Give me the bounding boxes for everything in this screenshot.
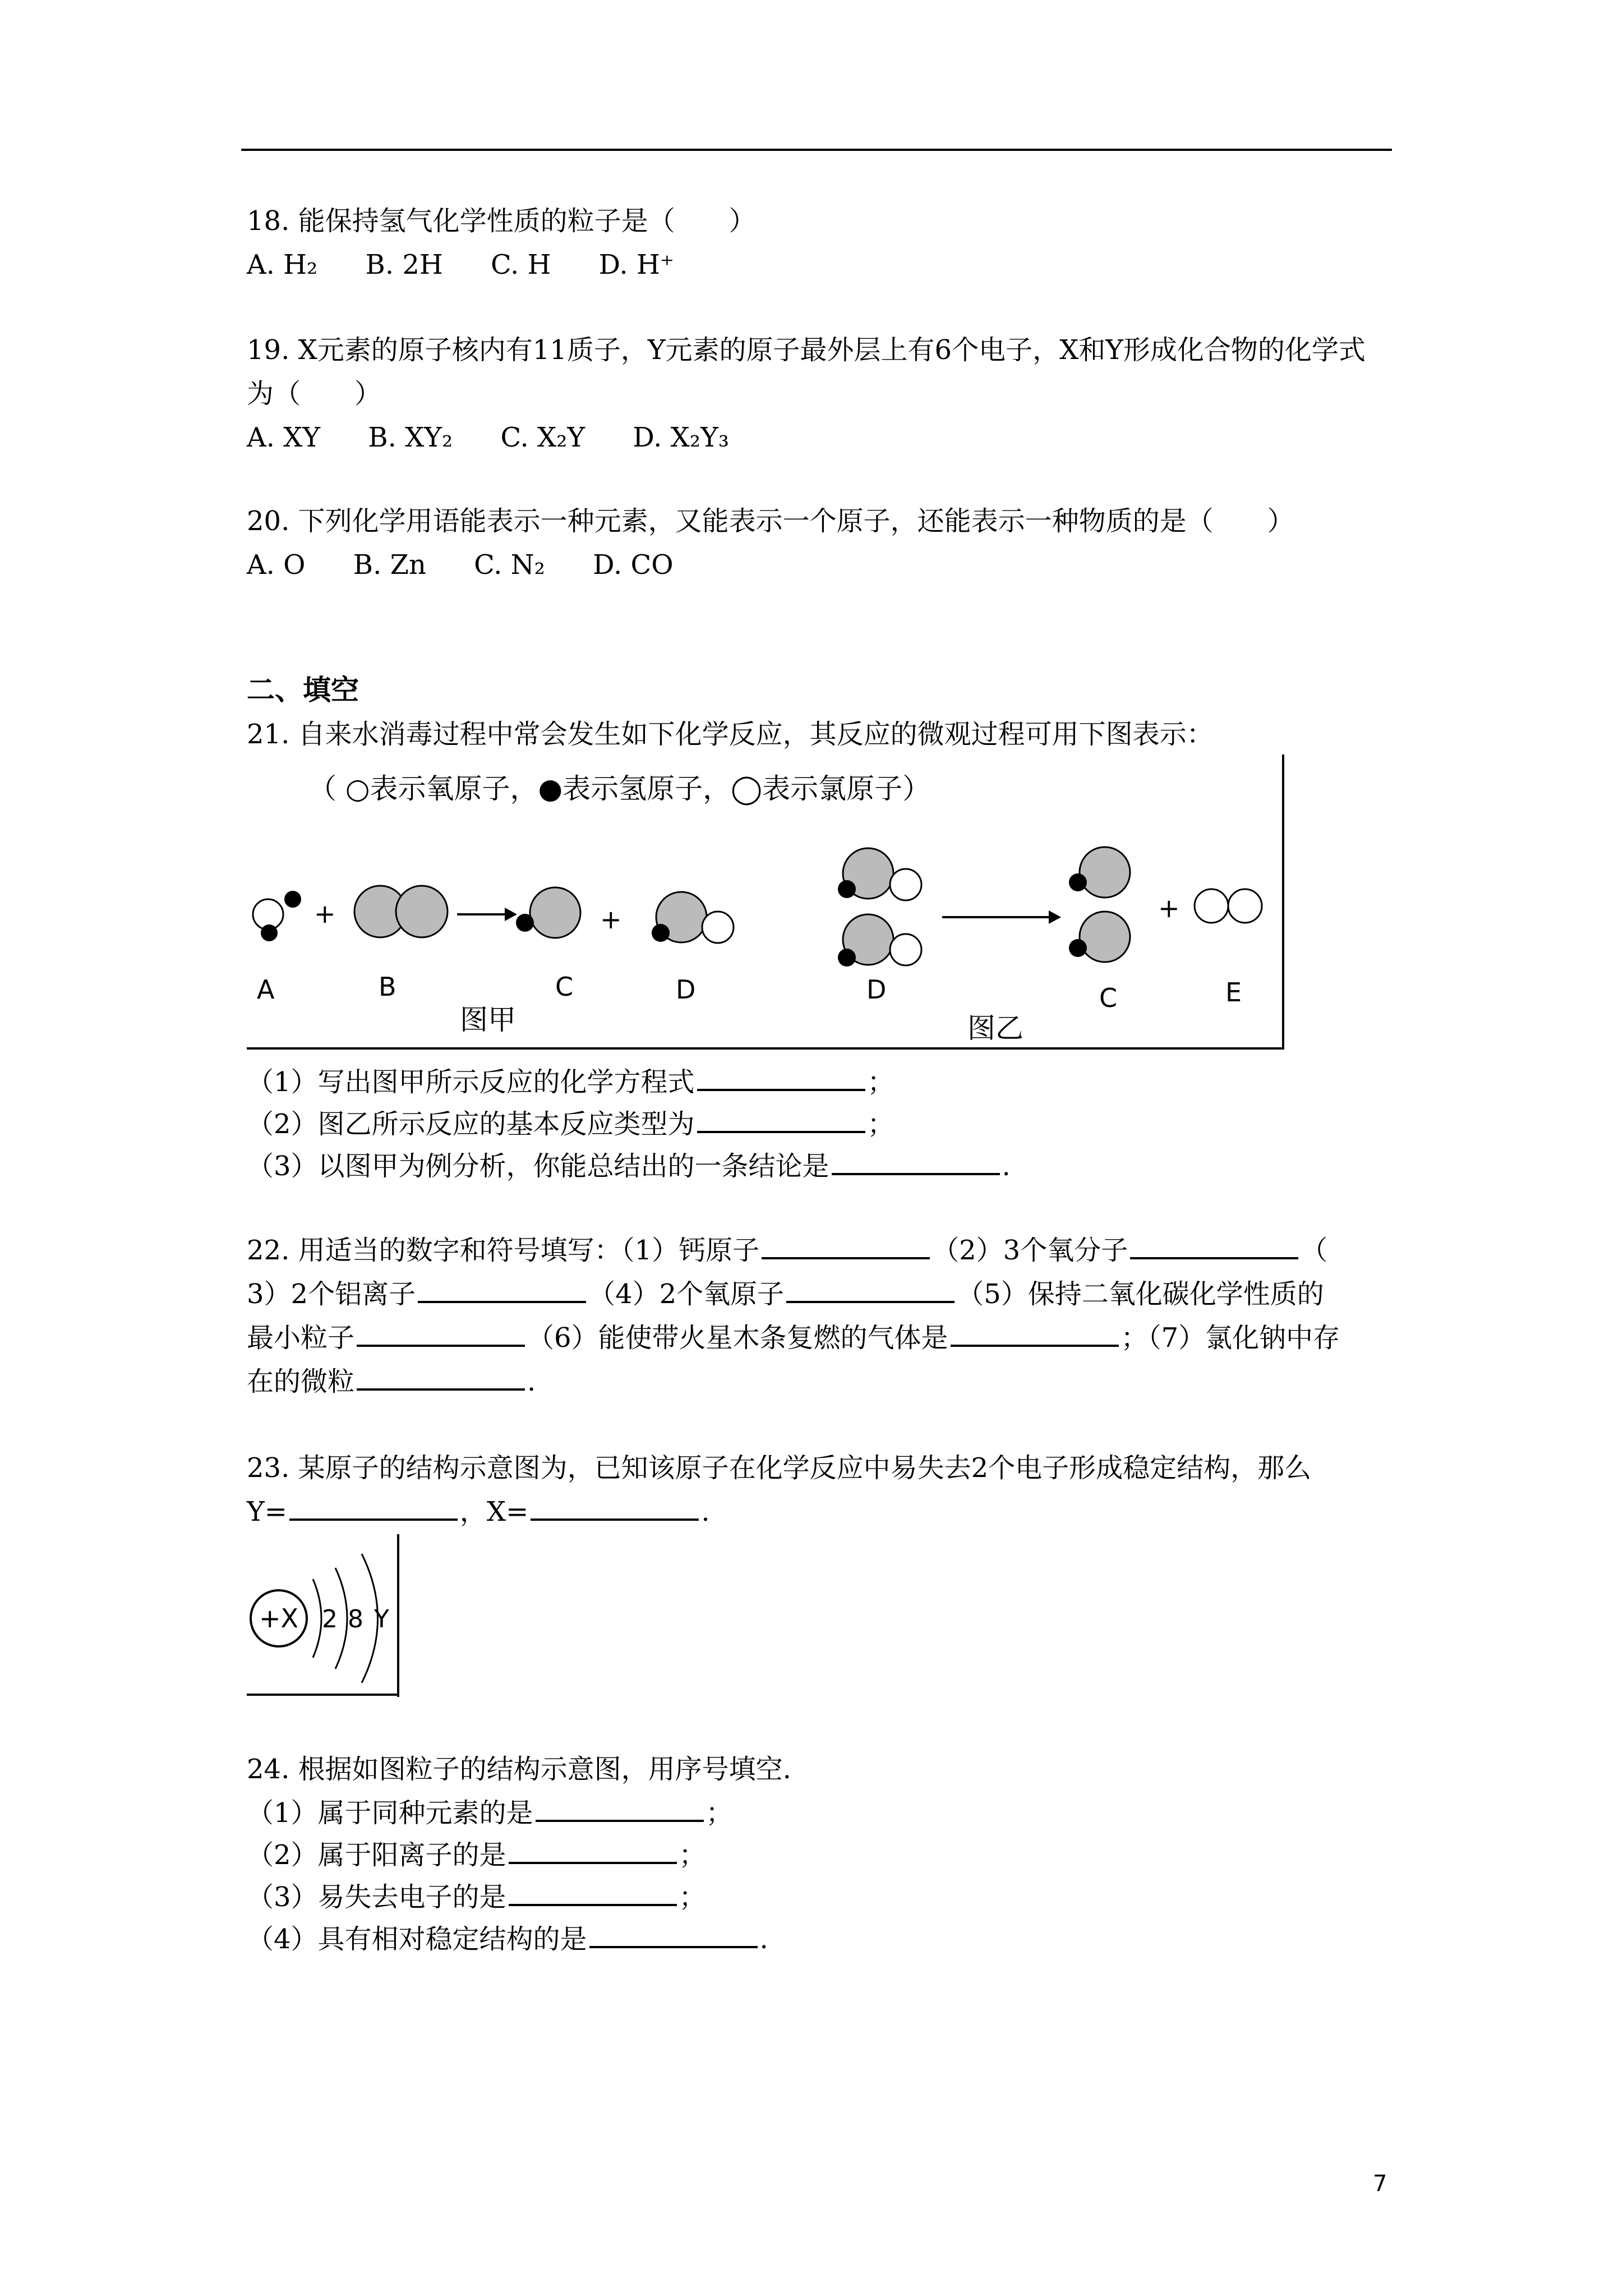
q24-s1: （1）属于同种元素的是: [247, 1797, 533, 1829]
blank[interactable]: [509, 1881, 677, 1906]
blank[interactable]: [536, 1797, 704, 1822]
q21-figure: [247, 754, 1290, 1054]
q22-line2: [247, 1272, 1324, 1316]
q24-stem: 24. 根据如图粒子的结构示意图，用序号填空.: [247, 1754, 791, 1785]
q24-s4: （4）具有相对稳定结构的是: [247, 1924, 587, 1955]
section-title: 二、填空: [247, 674, 359, 706]
svg-text:+: +: [600, 904, 622, 935]
q20-option-a: A. O: [247, 549, 306, 581]
shell-1: 2: [322, 1605, 338, 1634]
q24-sub3: （3）易失去电子的是 ；: [247, 1881, 706, 1913]
molecule-d-2b: [838, 914, 921, 967]
label-c2: C: [1099, 983, 1118, 1013]
q21-sub1: （1）写出图甲所示反应的化学方程式 ；: [247, 1066, 895, 1098]
molecule-b: [354, 886, 448, 937]
page-number: 7: [1373, 2171, 1387, 2197]
q23-y-label: Y=: [247, 1496, 287, 1527]
q19-option-d: D. X₂Y₃: [633, 422, 730, 453]
q18-options: [247, 243, 713, 287]
q24-sub2: （2）属于阳离子的是 ；: [247, 1839, 706, 1871]
svg-text:+: +: [1158, 893, 1180, 923]
q18-option-c: C. H: [491, 249, 551, 280]
q22-line4: 在的微粒 .: [247, 1366, 536, 1397]
blank[interactable]: [509, 1839, 677, 1864]
q19-option-a: A. XY: [247, 422, 321, 453]
blank[interactable]: [418, 1278, 586, 1303]
label-d: D: [676, 974, 696, 1005]
q19-stem: 19. X元素的原子核内有11质子，Y元素的原子最外层上有6个电子，X和Y形成化合物的化学式为（ ）: [247, 334, 1366, 409]
blank[interactable]: [832, 1151, 1000, 1175]
q22-l1b: （2）3个氧分子: [932, 1235, 1128, 1266]
q18-option-a: A. H₂: [247, 249, 318, 280]
molecule-c-2b: [1069, 912, 1130, 962]
blank[interactable]: [357, 1322, 525, 1347]
blank[interactable]: [357, 1366, 525, 1391]
molecule-d-2a: [838, 848, 921, 900]
q22-l2c: （5）保持二氧化碳化学性质的: [957, 1278, 1324, 1310]
q24-sub1: （1）属于同种元素的是 ；: [247, 1797, 733, 1829]
label-d2: D: [866, 974, 887, 1005]
molecule-c-2a: [1069, 847, 1130, 898]
blank[interactable]: [786, 1278, 955, 1303]
blank[interactable]: [697, 1108, 865, 1133]
q18-option-b: B. 2H: [365, 249, 443, 280]
q23-stem: 23. 某原子的结构示意图为，已知该原子在化学反应中易失去2个电子形成稳定结构，那么: [247, 1452, 1312, 1484]
q22-l1a: 22. 用适当的数字和符号填写：（1）钙原子: [247, 1235, 760, 1266]
q20-option-d: D. CO: [593, 549, 674, 581]
q18-stem: 18. 能保持氢气化学性质的粒子是（ ）: [247, 205, 756, 237]
q21-sub2-text: （2）图乙所示反应的基本反应类型为: [247, 1108, 695, 1140]
nucleus-label: +X: [259, 1603, 299, 1634]
q24-s3: （3）易失去电子的是: [247, 1881, 506, 1913]
blank[interactable]: [589, 1924, 758, 1948]
q22-l3b: （6）能使带火星木条复燃的气体是: [527, 1322, 948, 1354]
label-c: C: [555, 972, 574, 1002]
blank[interactable]: [762, 1235, 930, 1259]
q19-options: [247, 416, 768, 459]
q24-s2: （2）属于阳离子的是: [247, 1839, 506, 1871]
q22-l4a: 在的微粒: [247, 1366, 355, 1397]
legend-text: （ ○表示氧原子，●表示氢原子，◯表示氯原子）: [308, 772, 931, 805]
q21-stem: 21. 自来水消毒过程中常会发生如下化学反应，其反应的微观过程可用下图表示：: [247, 719, 1214, 750]
header-rule: [241, 149, 1392, 151]
blank[interactable]: [697, 1066, 865, 1091]
shell-2: 8: [348, 1605, 363, 1634]
fig-label-yi: 图乙: [967, 1012, 1023, 1045]
q21-sub3: （3）以图甲为例分析，你能总结出的一条结论是 .: [247, 1151, 1011, 1182]
q24-sub4: （4）具有相对稳定结构的是 .: [247, 1924, 768, 1955]
q18-option-d: D. H⁺: [598, 249, 675, 280]
q20-option-b: B. Zn: [353, 549, 426, 581]
q22-line1: [247, 1228, 1327, 1272]
label-b: B: [379, 972, 396, 1002]
molecule-e: [1195, 889, 1262, 923]
fig-label-jia: 图甲: [460, 1004, 516, 1036]
q22-l3a: 最小粒子: [247, 1322, 355, 1354]
label-e: E: [1225, 977, 1242, 1007]
blank[interactable]: [289, 1496, 458, 1521]
q21-sub3-text: （3）以图甲为例分析，你能总结出的一条结论是: [247, 1151, 829, 1182]
q23-x-label: ，X=: [459, 1496, 529, 1527]
molecule-d: [652, 892, 734, 943]
q21-sub2: （2）图乙所示反应的基本反应类型为 ；: [247, 1108, 895, 1140]
reaction-diagram: [247, 754, 1290, 1052]
blank[interactable]: [531, 1496, 699, 1521]
atom-structure-diagram: [247, 1534, 404, 1699]
q22-l1c: （: [1301, 1235, 1328, 1266]
svg-text:+: +: [314, 899, 336, 929]
molecule-a: [253, 891, 301, 941]
blank[interactable]: [1130, 1235, 1298, 1259]
q20-options: [247, 543, 713, 587]
q19-option-b: B. XY₂: [368, 422, 453, 453]
blank[interactable]: [951, 1322, 1119, 1347]
q23-answers: Y= ，X= .: [247, 1496, 710, 1527]
label-a: A: [257, 974, 275, 1005]
q22-line3: [247, 1316, 1340, 1360]
q22-l2b: （4）2个氧原子: [588, 1278, 785, 1310]
molecule-c: [516, 887, 580, 938]
q21-sub1-text: （1）写出图甲所示反应的化学方程式: [247, 1066, 695, 1098]
shell-3: Y: [374, 1605, 389, 1634]
q19-option-c: C. X₂Y: [500, 422, 585, 453]
q20-stem: 20. 下列化学用语能表示一种元素，又能表示一个原子，还能表示一种物质的是（ ）: [247, 505, 1294, 537]
q22-l2a: 3）2个铝离子: [247, 1278, 416, 1310]
q20-option-c: C. N₂: [474, 549, 545, 581]
q22-l3c: ；（7）氯化钠中存: [1121, 1322, 1340, 1354]
